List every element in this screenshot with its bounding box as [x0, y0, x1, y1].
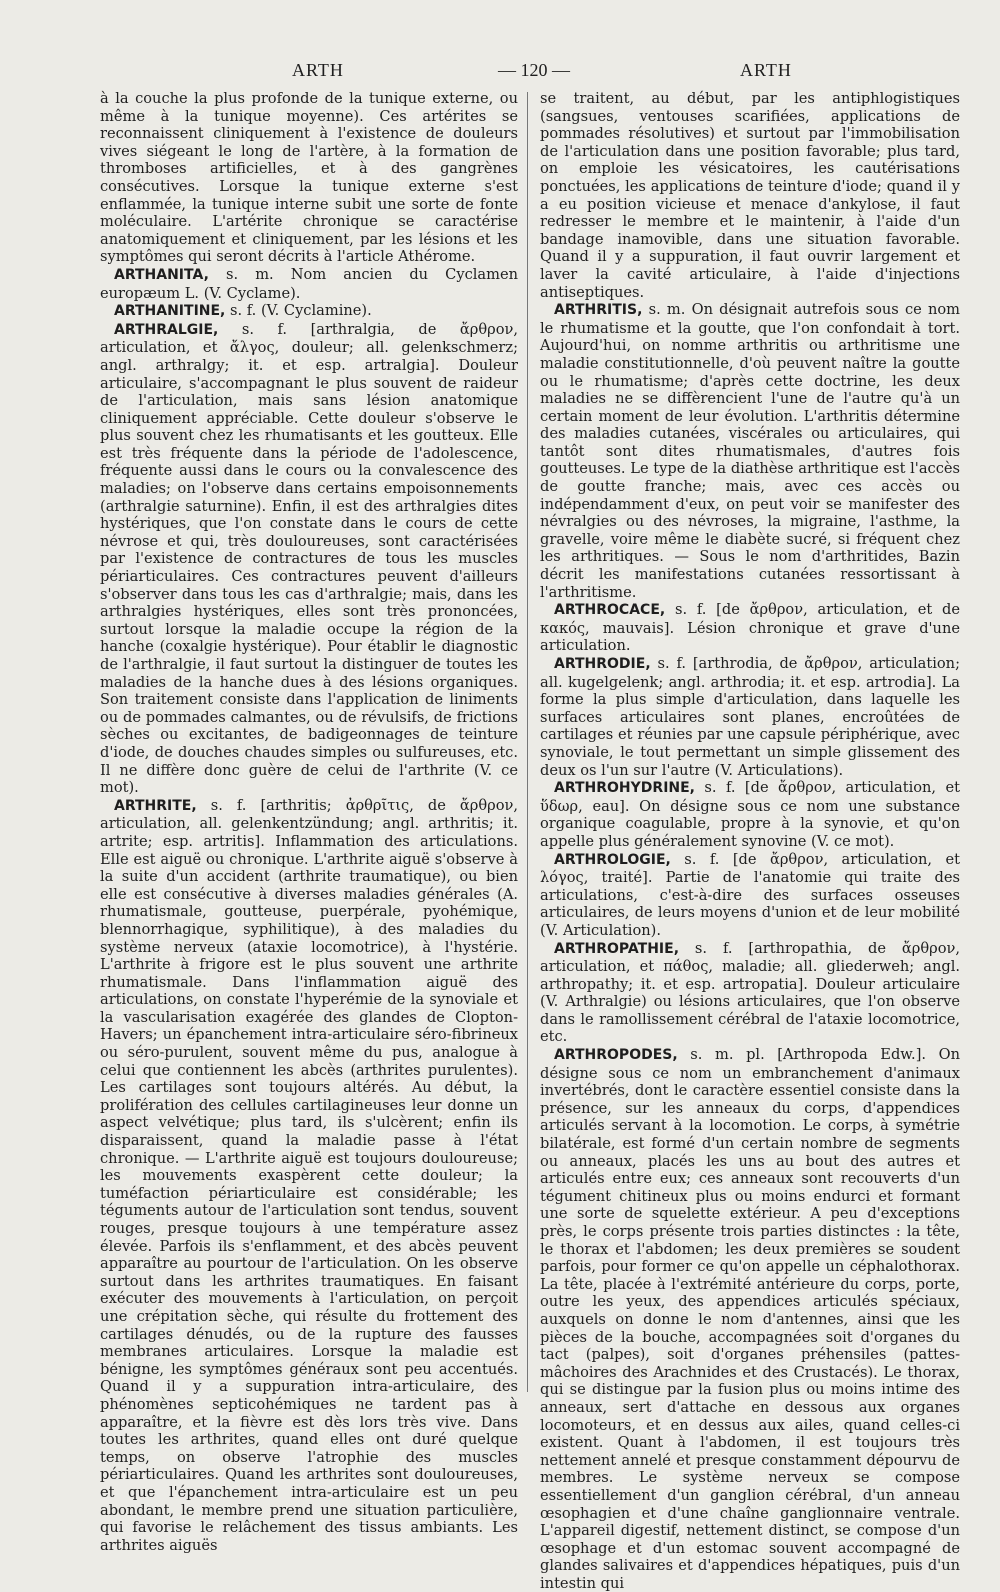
entry-headword: ARTHRALGIE,: [114, 321, 219, 338]
entry-body: s. f. (V. Cyclamine).: [225, 302, 372, 320]
entry-headword: ARTHANITINE,: [114, 303, 226, 320]
entry-paragraph: [540, 601, 960, 655]
entry-body: s. f. [arthrodia, de ἄρθρον, articulation; all. kugelgelenk; angl. arthrodia; it. et esp. artrodia]. La forme la plus simple d'articulation, dans laquelle les surfaces articulaires sont planes, encroûtées de cartilages et réunies par une capsule périphérique, avec synoviale, le tout permettant un simple glissement des deux os l'un sur l'autre (V. Articulations).: [540, 655, 960, 779]
entry-paragraph: [540, 301, 960, 601]
entry-paragraph: [540, 90, 960, 301]
entry-paragraph: [540, 779, 960, 850]
entry-body: s. m. pl. [Arthropoda Edw.]. On désigne sous ce nom un embranchement d'animaux invertébrés, dont le caractère essentiel consiste dans la présence, sur les anneaux du corps, d'appendices articulés servant à la locomotion. Le corps, à symétrie bilatérale, est formé d'un certain nombre de segments ou anneaux, placés les uns au bout des autres et articulés entre eux; ces anneaux sont recouverts d'un tégument chitineux plus ou moins endurci et formant une sorte de squelette extérieur. A peu d'exceptions près, le corps présente trois parties distinctes : la tête, le thorax et l'abdomen; les deux premières se soudent parfois, pour former ce qu'on appelle un céphalothorax. La tête, placée à l'extrémité antérieure du corps, porte, outre les yeux, des appendices articulés spéciaux, auxquels on donne le nom d'antennes, ainsi que les pièces de la bouche, accompagnées soit d'organes du tact (palpes), soit d'organes préhensiles (pattes-mâchoires des Arachnides et des Crustacés). Le thorax, qui se distingue par la fusion plus ou moins intime des anneaux, sert d'attache en dessous aux organes locomoteurs, et en dessus aux ailes, quand celles-ci existent. Quant à l'abdomen, il est toujours très nettement annelé et presque constamment dépourvu de membres. Le système nerveux se compose essentiellement d'un ganglion cérébral, d'un anneau œsophagien et d'une chaîne ganglionnaire ventrale. L'appareil digestif, nettement distinct, se compose d'un œsophage et d'un estomac souvent accompagné de glandes salivaires et d'appendices hépatiques, puis d'un intestin qui: [540, 1046, 960, 1592]
entry-headword: ARTHRODIE,: [554, 656, 651, 672]
entry-paragraph: [100, 302, 518, 321]
header-left-guideword: ARTH: [292, 60, 344, 80]
entry-body: s. f. [arthralgia, de ἄρθρον, articulation, et ἄλγος, douleur; all. gelenkschmerz; angl. arthralgy; it. et esp. artralgia]. Douleur articulaire, s'accompagnant le plus souvent de raideur de l'articulation, mais sans lésion anatomique cliniquement appréciable. Cette douleur s'observe le plus souvent chez les rhumatisants et les goutteux. Elle est très fréquente dans la période de l'adolescence, fréquente aussi dans le cours ou la convalescence des maladies; on l'observe dans certains empoisonnements (arthralgie saturnine). Enfin, il est des arthralgies dites hystériques, que l'on constate dans le cours de cette névrose et qui, très douloureuses, sont caractérisées par l'existence de contractures de tous les muscles périarticulaires. Ces contractures peuvent d'ailleurs s'observer dans tous les cas d'arthralgie; mais, dans les arthralgies hystériques, elles sont très prononcées, surtout lorsque la maladie occupe la région de la hanche (coxalgie hystérique). Pour établir le diagnostic de l'arthralgie, il faut surtout la distinguer de toutes les maladies de la hanche dues à des lésions organiques. Son traitement consiste dans l'application de liniments ou de pommades calmantes, ou de révulsifs, de frictions sèches ou excitantes, de badigeonnages de teinture d'iode, de douches chaudes simples ou sulfureuses, etc. Il ne diffère donc guère de celui de l'arthrite (V. ce mot).: [100, 320, 518, 797]
entry-paragraph: [540, 1046, 960, 1592]
entry-body: s. f. [de ἄρθρον, articulation, et ὕδωρ, eau]. On désigne sous ce nom une substance organique coagulable, propre à la synovie, et qu'on appelle plus généralement synovine (V. ce mot).: [540, 779, 960, 850]
running-header: [100, 60, 960, 84]
entry-headword: ARTHROHYDRINE,: [554, 780, 695, 797]
entry-body: s. m. On désignait autrefois sous ce nom le rhumatisme et la goutte, que l'on confondait à tort. Aujourd'hui, on nomme arthritis ou arthritisme une maladie constitutionnelle, d'où peuvent naître la goutte ou le rhumatisme; d'après cette doctrine, les deux maladies ne se diffèrencient l'une de l'autre qu'à un certain moment de leur évolution. L'arthritis détermine des maladies cutanées, viscérales ou articulaires, qui tantôt sont dites rhumatismales, d'autres fois goutteuses. Le type de la diathèse arthritique est l'accès de goutte franche; mais, avec ces accès ou indépendamment d'eux, on peut voir se manifester des névralgies ou des névroses, la migraine, l'asthme, la gravelle, voire même le diabète sucré, si fréquent chez les arthritiques. — Sous le nom d'arthritides, Bazin décrit les manifestations cutanées ressortissant à l'arthritisme.: [540, 301, 960, 601]
entry-paragraph: [100, 90, 518, 266]
entry-headword: ARTHROCACE,: [554, 602, 666, 619]
left-column: [100, 90, 518, 1554]
entry-paragraph: [100, 266, 518, 302]
entry-paragraph: [540, 655, 960, 779]
column-divider: [527, 92, 528, 1392]
entry-body: se traitent, au début, par les antiphlogistiques (sangsues, ventouses scarifiées, applications de pommades résolutives) et surtout par l'immobilisation de l'articulation dans une position favorable; plus tard, on emploie les vésicatoires, les cautérisations ponctuées, les applications de teinture d'iode; quand il y a eu position vicieuse et menace d'ankylose, il faut redresser le membre et le maintenir, à l'aide d'un bandage inamovible, dans une situation favorable. Quand il y a suppuration, il faut ouvrir largement et laver la cavité articulaire, à l'aide d'injections antiseptiques.: [540, 90, 960, 301]
entry-headword: ARTHROLOGIE,: [554, 851, 671, 868]
header-right-guideword: ARTH: [740, 60, 792, 80]
entry-body: s. m. Nom ancien du Cyclamen europæum L. (V. Cyclame).: [100, 265, 518, 302]
entry-headword: ARTHANITA,: [114, 266, 209, 283]
entry-headword: ARTHRITE,: [114, 797, 197, 814]
entry-body: s. f. [de ἄρθρον, articulation, et de κακός, mauvais]. Lésion chronique et grave d'une articulation.: [540, 601, 960, 655]
entry-paragraph: [540, 851, 960, 940]
right-column: [540, 90, 960, 1592]
entry-body: s. f. [arthropathia, de ἄρθρον, articulation, et πάθος, maladie; all. gliederweh; angl. arthropathy; it. et esp. artropatia]. Douleur articulaire (V. Arthralgie) ou lésions articulaires, que l'on observe dans le ramollissement cérébral de l'ataxie locomotrice, etc.: [540, 939, 960, 1046]
entry-paragraph: [100, 797, 518, 1555]
entry-body: s. f. [arthritis; ἀρθρῖτις, de ἄρθρον, articulation, all. gelenkentzündung; angl. arthritis; it. artrite; esp. artritis]. Inflammation des articulations. Elle est aiguë ou chronique. L'arthrite aiguë s'observe à la suite d'un accident (arthrite traumatique), ou bien elle est consécutive à diverses maladies générales (A. rhumatismale, goutteuse, puerpérale, pyohémique, blennorrhagique, syphilitique), à des maladies du système nerveux (ataxie locomotrice), à l'hystérie. L'arthrite à frigore est le plus souvent une arthrite rhumatismale. Dans l'inflammation aiguë des articulations, on constate l'hyperémie de la synoviale et la vascularisation exagérée des glandes de Clopton-Havers; un épanchement intra-articulaire séro-fibrineux ou séro-purulent, souvent même du pus, analogue à celui que contiennent les abcès (arthrites purulentes). Les cartilages sont toujours altérés. Au début, la prolifération des cellules cartilagineuses leur donne un aspect velvétique; plus tard, ils s'ulcèrent; enfin ils disparaissent, quand la maladie passe à l'état chronique. — L'arthrite aiguë est toujours douloureuse; les mouvements exaspèrent cette douleur; la tuméfaction périarticulaire est considérable; les téguments autour de l'articulation sont tendus, souvent rouges, presque toujours à une température assez élevée. Parfois ils s'enflamment, et des abcès peuvent apparaître au pourtour de l'articulation. On les observe surtout dans les arthrites traumatiques. En faisant exécuter des mouvements à l'articulation, on perçoit une crépitation sèche, qui résulte du frottement des cartilages dénudés, ou de la rupture des fausses membranes articulaires. Lorsque la maladie est bénigne, les symptômes généraux sont peu accentués. Quand il y a suppuration intra-articulaire, des phénomènes septicohémiques ne tardent pas à apparaître, et la fièvre est dès lors très vive. Dans toutes les arthrites, quand elles ont duré quelque temps, on observe l'atrophie des muscles périarticulaires. Quand les arthrites sont douloureuses, et que l'épanchement intra-articulaire est un peu abondant, le membre prend une situation particulière, qui favorise le relâchement des tissus ambiants. Les arthrites aiguës: [100, 796, 518, 1554]
entry-headword: ARTHROPODES,: [554, 1047, 678, 1064]
entry-headword: ARTHROPATHIE,: [554, 940, 680, 957]
entry-headword: ARTHRITIS,: [554, 302, 643, 319]
entry-body: à la couche la plus profonde de la tunique externe, ou même à la tunique moyenne). Ces artérites se reconnaissent cliniquement à l'existence de douleurs vives siégeant le long de l'artère, à la formation de thromboses artificielles, et à des gangrènes consécutives. Lorsque la tunique externe s'est enflammée, la tunique interne subit une sorte de fonte moléculaire. L'artérite chronique se caractérise anatomiquement et cliniquement, par les lésions et les symptômes qui seront décrits à l'article Athérome.: [100, 90, 518, 266]
entry-paragraph: [540, 940, 960, 1047]
entry-body: s. f. [de ἄρθρον, articulation, et λόγος, traité]. Partie de l'anatomie qui traite des articulations, c'est-à-dire des surfaces osseuses articulaires, de leurs moyens d'union et de leur mobilité (V. Articulation).: [540, 850, 960, 939]
page-number: — 120 —: [498, 60, 570, 80]
entry-paragraph: [100, 321, 518, 797]
